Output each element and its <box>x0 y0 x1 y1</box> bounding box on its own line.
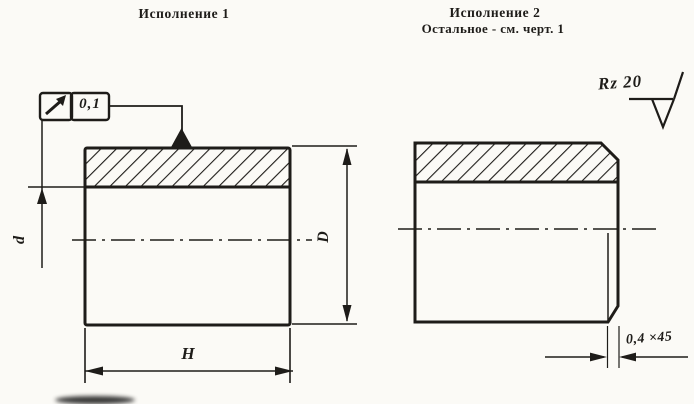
leader-triangle <box>170 128 193 149</box>
scan-smudge <box>55 396 135 404</box>
dim-d-label: d <box>11 236 28 244</box>
view2-hatch-band <box>415 143 618 182</box>
view1-hatch-band <box>85 148 290 187</box>
view2-drawing <box>398 72 688 368</box>
tolerance-value: 0,1 <box>79 96 101 112</box>
view2-title: Исполнение 2 <box>449 5 541 20</box>
dim-D-label: D <box>314 231 332 243</box>
runout-arrow-icon <box>46 95 66 114</box>
dim-d <box>37 120 47 268</box>
view2-note: Остальное - см. черт. 1 <box>421 21 565 36</box>
surface-finish-label: Rz 20 <box>597 71 643 94</box>
chamfer-dim-label: 0,4 ×45 <box>625 329 673 348</box>
tolerance-leader <box>109 106 182 132</box>
dim-H-label: H <box>181 344 195 363</box>
view1-title: Исполнение 1 <box>138 6 230 21</box>
view1-drawing <box>28 93 357 383</box>
